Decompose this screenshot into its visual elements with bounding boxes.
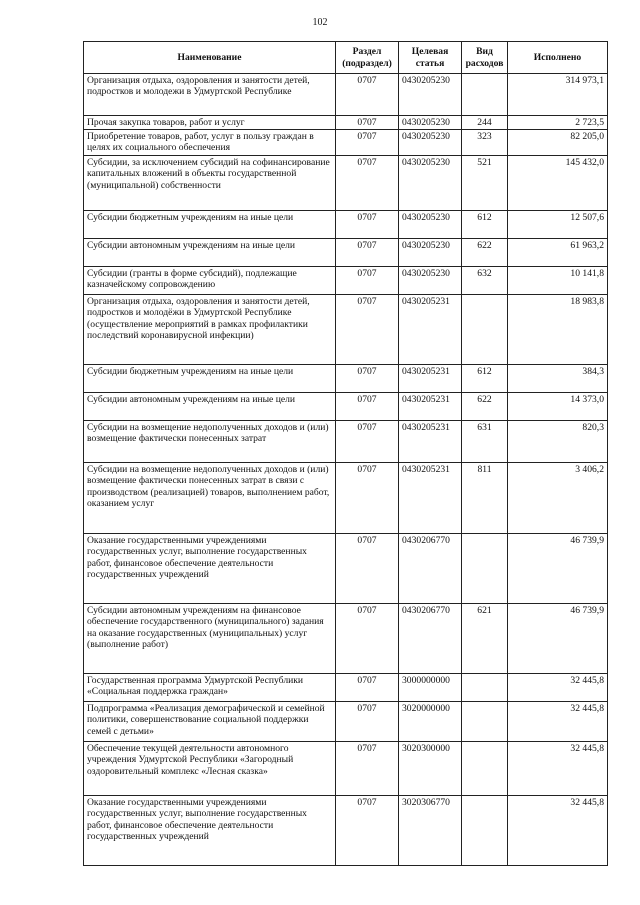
row-target: 0430205230 xyxy=(399,74,462,116)
row-name: Оказание государственными учреждениями государственных услуг, выполнение государственных работ, финансовое обеспечение деятельности государственных учреждений xyxy=(84,796,336,866)
row-target: 3020000000 xyxy=(399,702,462,742)
page-number: 102 xyxy=(312,17,328,28)
row-target: 0430205230 xyxy=(399,239,462,267)
row-done: 32 445,8 xyxy=(508,796,608,866)
row-section: 0707 xyxy=(336,239,399,267)
row-kind xyxy=(462,702,508,742)
row-section: 0707 xyxy=(336,674,399,702)
row-kind: 244 xyxy=(462,116,508,130)
row-target: 0430205231 xyxy=(399,393,462,421)
row-name: Государственная программа Удмуртской Республики «Социальная поддержка граждан» xyxy=(84,674,336,702)
row-name: Субсидии, за исключением субсидий на софинансирование капитальных вложений в объекты государственной (муниципальной) собственности xyxy=(84,156,336,211)
row-target: 3000000000 xyxy=(399,674,462,702)
row-kind: 323 xyxy=(462,130,508,156)
row-target: 0430205230 xyxy=(399,116,462,130)
row-done: 18 983,8 xyxy=(508,295,608,365)
row-target: 0430205231 xyxy=(399,295,462,365)
header-done: Исполнено xyxy=(508,42,608,74)
table-row xyxy=(84,604,608,674)
row-target: 3020300000 xyxy=(399,742,462,796)
row-name: Прочая закупка товаров, работ и услуг xyxy=(84,116,336,130)
row-done: 32 445,8 xyxy=(508,742,608,796)
row-kind: 632 xyxy=(462,267,508,295)
row-section: 0707 xyxy=(336,393,399,421)
row-section: 0707 xyxy=(336,116,399,130)
row-name: Подпрограмма «Реализация демографической и семейной политики, совершенствование социальной поддержки семей с детьми» xyxy=(84,702,336,742)
row-name: Субсидии бюджетным учреждениям на иные цели xyxy=(84,211,336,239)
row-done: 32 445,8 xyxy=(508,674,608,702)
table-row xyxy=(84,463,608,534)
row-kind xyxy=(462,796,508,866)
table-row xyxy=(84,295,608,365)
row-section: 0707 xyxy=(336,702,399,742)
row-section: 0707 xyxy=(336,421,399,463)
row-name: Субсидии на возмещение недополученных доходов и (или) возмещение фактически понесенных затрат в связи с производством (реализацией) товаров, выполнением работ, оказанием услуг xyxy=(84,463,336,534)
row-done: 820,3 xyxy=(508,421,608,463)
row-kind: 622 xyxy=(462,393,508,421)
row-name: Организация отдыха, оздоровления и занятости детей, подростков и молодежи в Удмуртской Республике xyxy=(84,74,336,116)
row-target: 0430205231 xyxy=(399,463,462,534)
row-done: 10 141,8 xyxy=(508,267,608,295)
row-section: 0707 xyxy=(336,534,399,604)
header-kind: Вид расходов xyxy=(462,42,508,74)
row-done: 314 973,1 xyxy=(508,74,608,116)
row-kind xyxy=(462,674,508,702)
row-done: 2 723,5 xyxy=(508,116,608,130)
row-section: 0707 xyxy=(336,742,399,796)
row-section: 0707 xyxy=(336,156,399,211)
table-row xyxy=(84,674,608,702)
table-row xyxy=(84,702,608,742)
row-kind: 612 xyxy=(462,211,508,239)
row-section: 0707 xyxy=(336,604,399,674)
table-row xyxy=(84,211,608,239)
row-name: Субсидии автономным учреждениям на финансовое обеспечение государственного (муниципального) задания на оказание государственных (муниципальных) услуг (выполнение работ) xyxy=(84,604,336,674)
row-done: 46 739,9 xyxy=(508,604,608,674)
row-kind xyxy=(462,742,508,796)
row-target: 0430205231 xyxy=(399,365,462,393)
row-target: 0430205231 xyxy=(399,421,462,463)
table-body xyxy=(84,74,608,866)
row-name: Субсидии бюджетным учреждениям на иные цели xyxy=(84,365,336,393)
row-target: 0430205230 xyxy=(399,267,462,295)
row-target: 0430205230 xyxy=(399,156,462,211)
row-name: Субсидии на возмещение недополученных доходов и (или) возмещение фактически понесенных затрат xyxy=(84,421,336,463)
row-target: 0430205230 xyxy=(399,130,462,156)
table-row xyxy=(84,156,608,211)
table-row xyxy=(84,365,608,393)
table-row xyxy=(84,239,608,267)
table-row xyxy=(84,130,608,156)
row-done: 145 432,0 xyxy=(508,156,608,211)
row-name: Оказание государственными учреждениями государственных услуг, выполнение государственных работ, финансовое обеспечение деятельности государственных учреждений xyxy=(84,534,336,604)
table-row xyxy=(84,116,608,130)
table-row xyxy=(84,267,608,295)
table-row xyxy=(84,393,608,421)
row-kind: 521 xyxy=(462,156,508,211)
row-target: 0430205230 xyxy=(399,211,462,239)
row-kind xyxy=(462,74,508,116)
header-name: Наименование xyxy=(84,42,336,74)
row-target: 0430206770 xyxy=(399,604,462,674)
row-done: 46 739,9 xyxy=(508,534,608,604)
header-section: Раздел (подраздел) xyxy=(336,42,399,74)
table-row xyxy=(84,74,608,116)
row-done: 32 445,8 xyxy=(508,702,608,742)
row-done: 3 406,2 xyxy=(508,463,608,534)
row-name: Субсидии (гранты в форме субсидий), подлежащие казначейскому сопровождению xyxy=(84,267,336,295)
row-section: 0707 xyxy=(336,295,399,365)
row-done: 384,3 xyxy=(508,365,608,393)
row-section: 0707 xyxy=(336,74,399,116)
row-kind: 621 xyxy=(462,604,508,674)
row-done: 61 963,2 xyxy=(508,239,608,267)
row-kind xyxy=(462,295,508,365)
table-header xyxy=(84,42,608,74)
row-section: 0707 xyxy=(336,267,399,295)
row-section: 0707 xyxy=(336,211,399,239)
row-done: 82 205,0 xyxy=(508,130,608,156)
row-kind: 631 xyxy=(462,421,508,463)
row-kind: 612 xyxy=(462,365,508,393)
row-section: 0707 xyxy=(336,365,399,393)
row-section: 0707 xyxy=(336,130,399,156)
row-name: Организация отдыха, оздоровления и занятости детей, подростков и молодёжи в Удмуртской Республике (осуществление мероприятий в рамках профилактики последствий коронавирусной инфекции) xyxy=(84,295,336,365)
table-row xyxy=(84,421,608,463)
header-target: Целевая статья xyxy=(399,42,462,74)
row-target: 3020306770 xyxy=(399,796,462,866)
row-name: Субсидии автономным учреждениям на иные цели xyxy=(84,239,336,267)
row-target: 0430206770 xyxy=(399,534,462,604)
row-kind: 622 xyxy=(462,239,508,267)
row-kind: 811 xyxy=(462,463,508,534)
row-kind xyxy=(462,534,508,604)
table-row xyxy=(84,534,608,604)
budget-table xyxy=(83,41,608,866)
row-name: Субсидии автономным учреждениям на иные цели xyxy=(84,393,336,421)
row-name: Обеспечение текущей деятельности автономного учреждения Удмуртской Республики «Загородный оздоровительный комплекс «Лесная сказка» xyxy=(84,742,336,796)
row-done: 12 507,6 xyxy=(508,211,608,239)
row-section: 0707 xyxy=(336,463,399,534)
row-done: 14 373,0 xyxy=(508,393,608,421)
table-row xyxy=(84,796,608,866)
row-name: Приобретение товаров, работ, услуг в пользу граждан в целях их социального обеспечения xyxy=(84,130,336,156)
row-section: 0707 xyxy=(336,796,399,866)
table-row xyxy=(84,742,608,796)
